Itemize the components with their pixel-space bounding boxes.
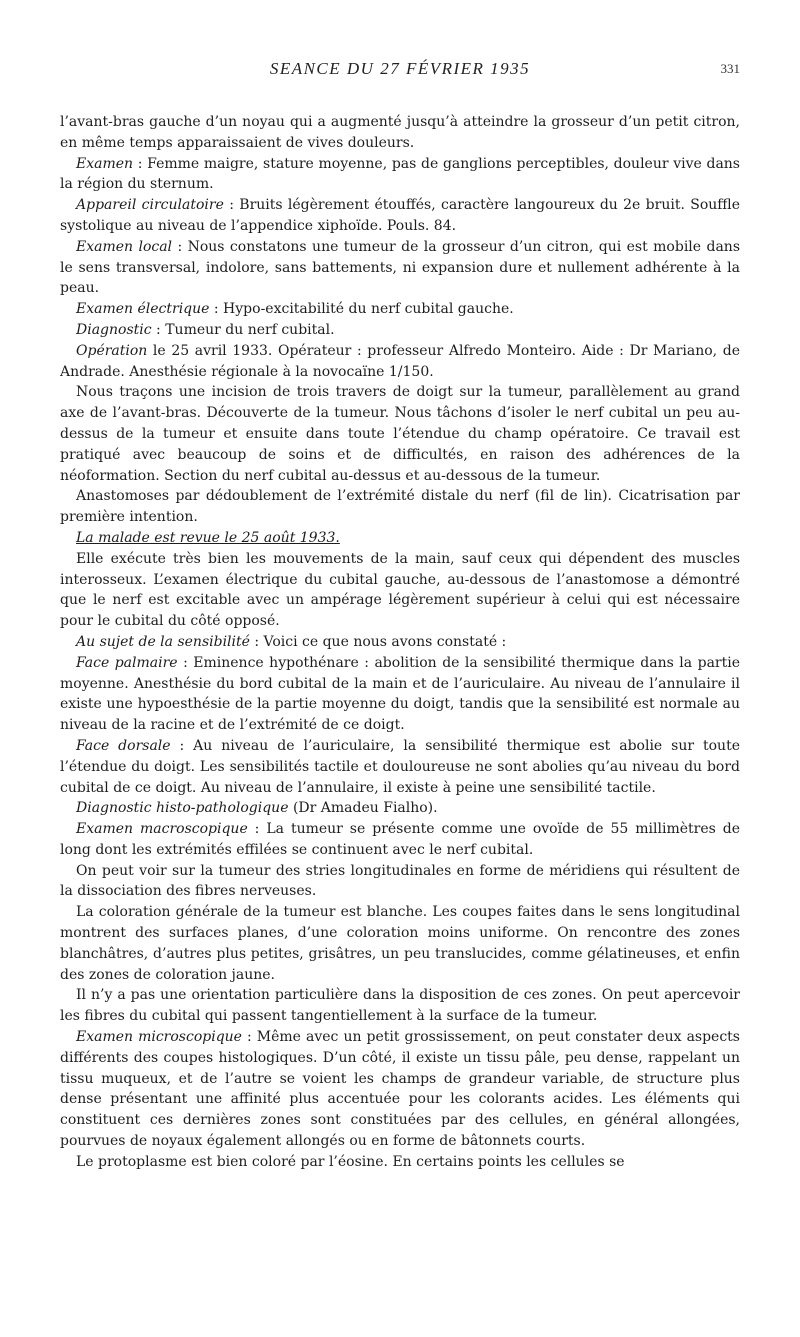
paragraph (60, 1027, 740, 1152)
paragraph-text: : Hypo-excitabilité du nerf cubital gauche. (209, 301, 514, 318)
paragraph (60, 382, 740, 486)
paragraph-lead: La malade est revue le 25 août 1933. (76, 529, 340, 546)
paragraph-text: le 25 avril 1933. Opérateur : professeur Alfredo Monteiro. Aide : Dr Mariano, de Andrade. Anesthésie régionale à la novocaïne 1/150. (60, 342, 740, 380)
running-head (60, 58, 740, 80)
paragraph-lead: Face dorsale (76, 737, 171, 754)
paragraph-text: (Dr Amadeu Fialho). (288, 800, 438, 817)
paragraph-lead: Face palmaire (76, 654, 178, 671)
paragraph (60, 985, 740, 1027)
paragraph (60, 341, 740, 383)
paragraph (60, 486, 740, 528)
paragraph-text: Elle exécute très bien les mouvements de la main, sauf ceux qui dépendent des muscles interosseux. L’examen électrique du cubital gauche, au-dessous de l’anastomose a démontré que le nerf est excitable avec un ampérage légèrement supérieur à celui qui est nécessaire pour le cubital du côté opposé. (60, 550, 740, 630)
text-body (60, 112, 740, 1332)
paragraph-text: : Nous constatons une tumeur de la grosseur d’un citron, qui est mobile dans le sens transversal, indolore, sans battements, ni expansion dure et nullement adhérente à la peau. (60, 238, 740, 297)
paragraph-text: Anastomoses par dédoublement de l’extrémité distale du nerf (fil de lin). Cicatrisation par première intention. (60, 488, 740, 526)
paragraph-text: : La tumeur se présente comme une ovoïde de 55 millimètres de long dont les extrémités effilées se continuent avec le nerf cubital. (60, 821, 740, 858)
paragraph-text: : Eminence hypothénare : abolition de la sensibilité thermique dans la partie moyenne. Anesthésie du bord cubital de la main et de l’auriculaire. Au niveau de l’annulaire il existe une hypoesthésie de la partie moyenne du doigt, tandis que la sensibilité est normale au niveau de la racine et de l’extrémité de ce doigt. (60, 654, 740, 734)
paragraph (60, 154, 740, 196)
paragraph-lead: Examen macroscopique (76, 821, 248, 838)
paragraph-lead: Diagnostic (76, 321, 152, 338)
paragraph-lead: Examen (76, 155, 134, 172)
paragraph-text: On peut voir sur la tumeur des stries longitudinales en forme de méridiens qui résultent de la dissociation des fibres nerveuses. (60, 862, 740, 900)
paragraph-lead: Examen électrique (76, 301, 210, 318)
paragraph (60, 320, 740, 341)
paragraph-lead: Au sujet de la sensibilité (76, 633, 250, 650)
page-number: 331 (720, 61, 740, 76)
paragraph-text: : Même avec un petit grossissement, on peut constater deux aspects différents des coupes histologiques. D’un côté, il existe un tissu pâle, peu dense, rappelant un tissu muqueux, et de l’autre se voient les champs de grandeur variable, de structure plus dense présentant une affinité plus accentuée pour les colorants acides. Les éléments qui constituent ces dernières zones sont constituées par des cellules, en général allongées, pourvues de noyaux également allongés ou en forme de bâtonnets courts. (60, 1029, 740, 1150)
paragraph-text: Le protoplasme est bien coloré par l’éosine. En certains points les cellules se (76, 1153, 625, 1170)
paragraph (60, 861, 740, 903)
running-title: SEANCE DU 27 FÉVRIER 1935 (269, 59, 531, 78)
paragraph-text: Nous traçons une incision de trois travers de doigt sur la tumeur, parallèlement au grand axe de l’avant-bras. Découverte de la tumeur. Nous tâchons d’isoler le nerf cubital un peu au-dessus de la tumeur et ensuite dans toute l’étendue du champ opératoire. Ce travail est pratiqué avec beaucoup de soins et de difficultés, en raison des adhérences de la néoformation. Section du nerf cubital au-dessus et au-dessous de la tumeur. (60, 384, 740, 484)
paragraph (60, 549, 740, 632)
paragraph (60, 299, 740, 320)
paragraph-lead: Opération (76, 342, 148, 359)
paragraph-lead: Examen local (76, 238, 173, 255)
paragraph-text: l’avant-bras gauche d’un noyau qui a augmenté jusqu’à atteindre la grosseur d’un petit citron, en même temps apparaissaient de vives douleurs. (60, 114, 740, 151)
paragraph (60, 237, 740, 299)
paragraph-lead: Examen microscopique (76, 1029, 242, 1046)
paragraph (60, 195, 740, 237)
paragraph-text: Il n’y a pas une orientation particulière dans la disposition de ces zones. On peut apercevoir les fibres du cubital qui passent tangentiellement à la surface de la tumeur. (60, 987, 740, 1025)
paragraph-text: La coloration générale de la tumeur est blanche. Les coupes faites dans le sens longitudinal montrent des surfaces planes, d’une coloration moins uniforme. On rencontre des zones blanchâtres, d’autres plus petites, grisâtres, un peu translucides, comme gélatineuses, et enfin des zones de coloration jaune. (60, 904, 740, 983)
paragraph-lead: Diagnostic histo-pathologique (76, 800, 289, 817)
paragraph-text: : Au niveau de l’auriculaire, la sensibilité thermique est abolie sur toute l’étendue du doigt. Les sensibilités tactile et douloureuse ne sont abolies qu’au niveau du bord cubital de ce doigt. Au niveau de l’annulaire, il existe à peine une sensibilité tactile. (60, 737, 740, 796)
paragraph-text: : Voici ce que nous avons constaté : (249, 633, 507, 650)
paragraph (60, 112, 740, 154)
paragraph-text: : Tumeur du nerf cubital. (151, 321, 335, 338)
paragraph (60, 798, 740, 819)
paragraph (60, 632, 740, 653)
paragraph (60, 1152, 740, 1173)
paragraph (60, 902, 740, 985)
paragraph (60, 819, 740, 861)
paragraph-text: : Femme maigre, stature moyenne, pas de ganglions perceptibles, douleur vive dans la région du sternum. (60, 155, 740, 193)
paragraph-text: : Bruits légèrement étouffés, caractère langoureux du 2e bruit. Souffle systolique au niveau de l’appendice xiphoïde. Pouls. 84. (60, 197, 740, 234)
paragraph (60, 528, 740, 549)
paragraph-lead: Appareil circulatoire (76, 197, 224, 214)
paragraph (60, 736, 740, 798)
paragraph (60, 653, 740, 736)
